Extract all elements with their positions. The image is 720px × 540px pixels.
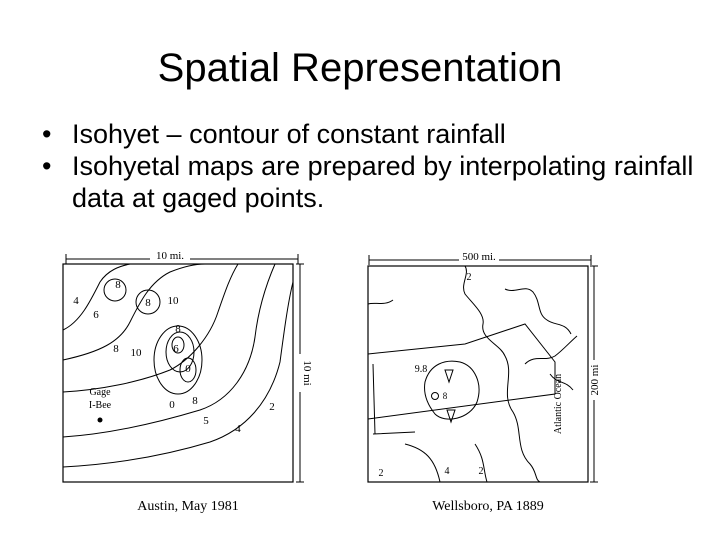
contour-label: 8 xyxy=(175,323,181,335)
contour-label: 0 xyxy=(185,363,191,375)
left-map-caption: Austin, May 1981 xyxy=(137,499,239,514)
contour-label: 8 xyxy=(113,343,119,355)
contour-label: 6 xyxy=(173,343,179,355)
value-label: 8 xyxy=(442,391,448,401)
gage-label: I-Bee xyxy=(88,400,112,411)
contour-label: 4 xyxy=(235,423,241,435)
contour-label: 6 xyxy=(93,309,99,321)
contour-label: 10 xyxy=(130,347,142,359)
value-label: 2 xyxy=(478,466,484,477)
bullet-item: • Isohyet – contour of constant rainfall xyxy=(40,118,700,150)
gage-label: Gage xyxy=(89,387,111,398)
right-map-caption: Wellsboro, PA 1889 xyxy=(432,499,544,514)
value-label: 4 xyxy=(444,466,450,477)
gage-marker xyxy=(98,418,103,423)
contour-label: 8 xyxy=(115,279,121,291)
ocean-label: Atlantic Ocean xyxy=(553,373,564,435)
value-label: 2 xyxy=(378,468,384,479)
value-label: 9.8 xyxy=(414,364,428,375)
scale-label-side: 10 mi xyxy=(301,360,313,386)
contour-label: 10 xyxy=(167,295,179,307)
wellsboro-isohyet-map xyxy=(365,244,615,489)
slide-title: Spatial Representation xyxy=(157,46,563,90)
value-label: 2 xyxy=(466,272,472,283)
contour-label: 8 xyxy=(145,297,151,309)
scale-label-top: 10 mi. xyxy=(155,250,185,262)
scale-label-side: 200 mi xyxy=(589,364,601,396)
bullet-list xyxy=(40,118,700,214)
contour-label: 8 xyxy=(192,395,198,407)
contour-label: 0 xyxy=(169,399,175,411)
austin-isohyet-map xyxy=(60,242,313,487)
contour-label: 2 xyxy=(269,401,275,413)
bullet-item: • Isohyetal maps are prepared by interpolating rainfall data at gaged points. xyxy=(40,150,700,214)
contour-label: 5 xyxy=(203,415,209,427)
contour-label: 4 xyxy=(73,295,79,307)
scale-label-top: 500 mi. xyxy=(462,251,496,263)
